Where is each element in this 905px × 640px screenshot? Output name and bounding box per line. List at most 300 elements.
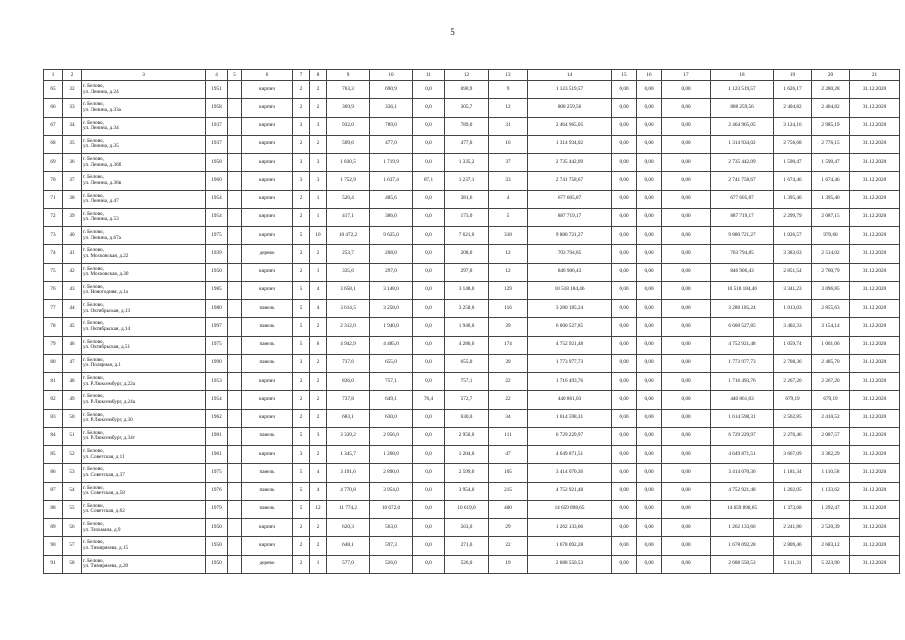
table-cell: 0,00 xyxy=(662,281,711,299)
table-cell xyxy=(228,300,242,318)
table-cell: 3 258,0 xyxy=(370,300,413,318)
table-cell: 0,00 xyxy=(662,135,711,153)
table-cell: 0,00 xyxy=(612,245,637,263)
table-cell: 0,00 xyxy=(662,99,711,117)
table-cell: 36 xyxy=(63,154,82,172)
table-cell: 0,00 xyxy=(612,354,637,372)
table-cell: 2 855,63 xyxy=(812,300,850,318)
table-row xyxy=(44,519,900,537)
address-cell: г. Белово, ул. Ленина, д.36б xyxy=(82,154,206,172)
table-cell: 597,3 xyxy=(370,537,413,555)
table-cell: 42 xyxy=(63,263,82,281)
table-cell: 31.12.2020 xyxy=(850,117,900,135)
table-cell: 0,00 xyxy=(637,117,662,135)
table-cell: 4 942,9 xyxy=(327,336,370,354)
table-cell: кирпич xyxy=(242,99,293,117)
table-cell: 2 735 442,09 xyxy=(711,154,774,172)
table-cell: 2 xyxy=(310,519,327,537)
table-cell: 3 xyxy=(293,154,310,172)
table-cell: 2 520,39 xyxy=(812,519,850,537)
table-cell: 34 xyxy=(63,117,82,135)
table-cell: 3 414 070,36 xyxy=(711,464,774,482)
table-cell: 2 xyxy=(293,81,310,99)
table-cell: 0,00 xyxy=(637,482,662,500)
column-header: 19 xyxy=(774,70,812,81)
table-cell: 39 xyxy=(489,354,528,372)
table-cell: 2 xyxy=(293,190,310,208)
table-cell: 111 xyxy=(489,427,528,445)
table-cell: 45 xyxy=(63,318,82,336)
table-cell: 87,1 xyxy=(413,172,445,190)
address-cell: г. Белово, ул. Тимирязева, д.15 xyxy=(82,537,206,555)
table-cell: 1975 xyxy=(206,227,228,245)
table-cell: 71 xyxy=(44,190,63,208)
table-cell xyxy=(228,446,242,464)
table-cell: 91 xyxy=(44,555,63,573)
table-cell: 2 985,19 xyxy=(812,117,850,135)
table-cell: 1961 xyxy=(206,446,228,464)
table-cell: 1 314 934,02 xyxy=(711,135,774,153)
table-cell: 32 xyxy=(63,81,82,99)
table-cell: 2 776,15 xyxy=(812,135,850,153)
table-cell: 0,00 xyxy=(662,117,711,135)
table-cell: 39 xyxy=(489,318,528,336)
table-cell: 31.12.2020 xyxy=(850,464,900,482)
table-cell: 703 794,85 xyxy=(711,245,774,263)
table-cell: 10 472,2 xyxy=(327,227,370,245)
table-cell: 31.12.2020 xyxy=(850,190,900,208)
table-cell: 630,0 xyxy=(445,409,489,427)
column-header: 18 xyxy=(711,70,774,81)
table-cell: 12 xyxy=(310,500,327,518)
table-cell: 0,00 xyxy=(662,409,711,427)
table-cell: 789,0 xyxy=(445,117,489,135)
table-cell: 620,3 xyxy=(327,519,370,537)
table-cell: 66 xyxy=(44,99,63,117)
table-cell: 1 xyxy=(310,263,327,281)
table-cell xyxy=(228,99,242,117)
table-row xyxy=(44,172,900,190)
table-cell: 58 xyxy=(63,555,82,573)
table-cell: 5 xyxy=(293,427,310,445)
table-cell: 68 xyxy=(44,135,63,153)
table-cell: 1 395,40 xyxy=(812,190,850,208)
table-cell: 737,8 xyxy=(327,391,370,409)
table-cell: 1 xyxy=(310,555,327,573)
table-cell: 0,0 xyxy=(413,482,445,500)
table-cell: 1 674,46 xyxy=(812,172,850,190)
table-cell: 1 752,9 xyxy=(327,172,370,190)
table-cell: 73 xyxy=(44,227,63,245)
table-cell: 336,1 xyxy=(370,99,413,117)
table-cell: 1 123 519,57 xyxy=(528,81,612,99)
table-cell: 655,0 xyxy=(370,354,413,372)
table-cell: 129 xyxy=(489,281,528,299)
table-cell: 208,0 xyxy=(445,245,489,263)
table-cell: 3 xyxy=(293,117,310,135)
table-cell xyxy=(228,482,242,500)
table-cell: 1937 xyxy=(206,117,228,135)
table-row xyxy=(44,464,900,482)
address-cell: г. Белово, ул. Новогодняя, д.1а xyxy=(82,281,206,299)
table-cell: 0,00 xyxy=(662,537,711,555)
table-cell: 0,0 xyxy=(413,446,445,464)
column-header: 5 xyxy=(228,70,242,81)
table-cell: 1979 xyxy=(206,500,228,518)
table-cell: 789,0 xyxy=(370,117,413,135)
table-cell xyxy=(228,409,242,427)
table-cell: 174 xyxy=(489,336,528,354)
table-cell: 80 xyxy=(44,354,63,372)
table-cell: 763,3 xyxy=(327,81,370,99)
table-cell: 386,0 xyxy=(370,208,413,226)
table-cell: 2 562,85 xyxy=(774,409,812,427)
table-cell: 0,0 xyxy=(413,300,445,318)
table-cell: 1 262 133,66 xyxy=(528,519,612,537)
table-cell xyxy=(228,373,242,391)
table-cell: 1951 xyxy=(206,81,228,99)
table-cell: 3 414 070,36 xyxy=(528,464,612,482)
table-cell: 1 202,05 xyxy=(774,482,812,500)
address-cell: г. Белово, ул. Р.Люксембург, д.22а xyxy=(82,373,206,391)
table-cell: 1975 xyxy=(206,464,228,482)
table-cell: 5 111,31 xyxy=(774,555,812,573)
table-cell: 0,00 xyxy=(637,281,662,299)
table-cell: 0,0 xyxy=(413,117,445,135)
table-cell: 0,00 xyxy=(637,154,662,172)
table-cell: 0,00 xyxy=(637,446,662,464)
address-cell: г. Белово, ул. Р.Люксембург, д.34г xyxy=(82,427,206,445)
table-cell: 1958 xyxy=(206,99,228,117)
table-cell: 54 xyxy=(63,482,82,500)
table-cell: 1985 xyxy=(206,281,228,299)
table-cell: 1 268,0 xyxy=(370,446,413,464)
table-cell: 3 096,85 xyxy=(812,281,850,299)
table-cell: 22 xyxy=(489,373,528,391)
table-row xyxy=(44,409,900,427)
table-cell: 5 xyxy=(293,227,310,245)
column-header: 15 xyxy=(612,70,637,81)
table-cell: 105 xyxy=(489,464,528,482)
table-cell: 6 xyxy=(310,336,327,354)
table-cell: 0,00 xyxy=(612,318,637,336)
table-cell: кирпич xyxy=(242,409,293,427)
table-cell: 1 001,06 xyxy=(812,336,850,354)
table-cell: 520,4 xyxy=(327,190,370,208)
table-cell: 3 154,14 xyxy=(812,318,850,336)
table-cell: 40 xyxy=(63,227,82,245)
table-cell: 2 688 550,53 xyxy=(528,555,612,573)
table-cell: 31.12.2020 xyxy=(850,318,900,336)
table-cell: 0,0 xyxy=(413,281,445,299)
table-cell: 655,0 xyxy=(445,354,489,372)
table-cell: 1 590,47 xyxy=(812,154,850,172)
table-cell: 2 xyxy=(293,99,310,117)
table-cell: 5 xyxy=(293,281,310,299)
table-cell: 318 xyxy=(489,227,528,245)
table-cell: 2 241,80 xyxy=(774,519,812,537)
table-cell: 1 614 598,31 xyxy=(528,409,612,427)
table-cell: панель xyxy=(242,336,293,354)
table-cell: 47 xyxy=(63,354,82,372)
table-cell: 31.12.2020 xyxy=(850,300,900,318)
table-cell: 0,00 xyxy=(637,409,662,427)
table-cell: 3 xyxy=(310,427,327,445)
table-cell: кирпич xyxy=(242,154,293,172)
table-cell: 0,00 xyxy=(662,464,711,482)
table-cell: 2 809,46 xyxy=(774,537,812,555)
table-cell: 2 xyxy=(293,263,310,281)
table-cell: 75 xyxy=(44,263,63,281)
table-cell: 43 xyxy=(63,281,82,299)
table-cell: 0,00 xyxy=(637,208,662,226)
table-cell: 0,00 xyxy=(637,354,662,372)
table-cell: 76 xyxy=(44,281,63,299)
table-cell: кирпич xyxy=(242,519,293,537)
table-cell xyxy=(228,154,242,172)
table-cell: 0,0 xyxy=(413,208,445,226)
table-cell: 2 276,46 xyxy=(774,427,812,445)
table-cell: 0,00 xyxy=(662,373,711,391)
table-cell: 33 xyxy=(63,99,82,117)
table-cell: 31.12.2020 xyxy=(850,519,900,537)
table-row xyxy=(44,300,900,318)
table-row xyxy=(44,354,900,372)
column-header: 14 xyxy=(528,70,612,81)
table-cell: 683,1 xyxy=(327,409,370,427)
table-cell xyxy=(228,208,242,226)
table-cell xyxy=(228,135,242,153)
table-cell: 31.12.2020 xyxy=(850,373,900,391)
table-cell: 0,00 xyxy=(637,519,662,537)
table-cell: 3 667,09 xyxy=(774,446,812,464)
table-cell: 12 xyxy=(489,263,528,281)
table-cell: 4 649 871,51 xyxy=(528,446,612,464)
table-cell: 2 735 442,09 xyxy=(528,154,612,172)
table-cell: 305,7 xyxy=(445,99,489,117)
table-cell: 0,00 xyxy=(662,208,711,226)
table-cell: 31.12.2020 xyxy=(850,427,900,445)
table-cell: 4 485,0 xyxy=(370,336,413,354)
table-cell: 48 xyxy=(63,373,82,391)
address-cell: г. Белово, ул. Московская, д.30 xyxy=(82,263,206,281)
table-cell: 35 xyxy=(63,135,82,153)
table-cell: 0,0 xyxy=(413,318,445,336)
table-cell: 0,0 xyxy=(413,135,445,153)
table-cell: 0,0 xyxy=(413,409,445,427)
address-cell: г. Белово, ул. Ленина, д.33а xyxy=(82,99,206,117)
table-cell: 57 xyxy=(63,537,82,555)
table-cell: 12 xyxy=(489,245,528,263)
table-cell: 757,1 xyxy=(445,373,489,391)
table-cell: панель xyxy=(242,500,293,518)
table-cell: 2 464 965,05 xyxy=(528,117,612,135)
table-cell: 86 xyxy=(44,464,63,482)
table-cell: панель xyxy=(242,482,293,500)
table-cell: 46 xyxy=(63,336,82,354)
table-cell: 381,6 xyxy=(445,190,489,208)
table-cell: 0,00 xyxy=(662,300,711,318)
table-cell: 2 xyxy=(293,519,310,537)
table-cell: 1954 xyxy=(206,208,228,226)
table-cell: кирпич xyxy=(242,135,293,153)
table-cell xyxy=(228,336,242,354)
table-cell: 2 404,82 xyxy=(812,99,850,117)
table-cell: 4 xyxy=(489,190,528,208)
table-cell: 69 xyxy=(44,154,63,172)
table-cell: 485,6 xyxy=(370,190,413,208)
table-cell: 87 xyxy=(44,482,63,500)
table-cell: 4 xyxy=(310,300,327,318)
table-cell: 887 719,17 xyxy=(711,208,774,226)
table-cell: 3 xyxy=(310,117,327,135)
table-cell: 1975 xyxy=(206,336,228,354)
column-header: 4 xyxy=(206,70,228,81)
table-cell: 9 625,0 xyxy=(370,227,413,245)
table-cell: 84 xyxy=(44,427,63,445)
table-cell: 1 716 493,76 xyxy=(528,373,612,391)
table-cell: 3 658,1 xyxy=(327,281,370,299)
table-cell: 6 729 229,97 xyxy=(528,427,612,445)
address-cell: г. Белово, ул. Октябрьская, д.14 xyxy=(82,318,206,336)
table-cell: 70 xyxy=(44,172,63,190)
table-cell: 6 600 527,85 xyxy=(528,318,612,336)
table-cell: 31.12.2020 xyxy=(850,154,900,172)
address-cell: г. Белово, ул. Ленина, д.67а xyxy=(82,227,206,245)
table-cell: 0,00 xyxy=(637,172,662,190)
table-cell: 31.12.2020 xyxy=(850,555,900,573)
table-cell: 37 xyxy=(489,154,528,172)
table-cell: 2 700,79 xyxy=(812,263,850,281)
table-cell: 2 xyxy=(310,409,327,427)
table-cell: 10 518 184,46 xyxy=(528,281,612,299)
table-cell: 7 621,0 xyxy=(445,227,489,245)
table-cell: 2 708,36 xyxy=(774,354,812,372)
table-cell: 0,00 xyxy=(662,263,711,281)
table-row xyxy=(44,135,900,153)
table-cell: 649,1 xyxy=(370,391,413,409)
table-cell: 648,1 xyxy=(327,537,370,555)
table-cell: 0,0 xyxy=(413,154,445,172)
table-cell: 67 xyxy=(44,117,63,135)
table-cell: 2 087,57 xyxy=(812,427,850,445)
table-cell: 1939 xyxy=(206,245,228,263)
table-cell: 31.12.2020 xyxy=(850,537,900,555)
table-cell: 932,0 xyxy=(327,117,370,135)
table-cell: 887 719,17 xyxy=(528,208,612,226)
table-cell: 31.12.2020 xyxy=(850,482,900,500)
column-header: 11 xyxy=(413,70,445,81)
table-cell: 1 059,74 xyxy=(774,336,812,354)
table-cell: 1 335,2 xyxy=(445,154,489,172)
table-cell xyxy=(228,190,242,208)
table-cell xyxy=(228,281,242,299)
table-cell: 509,6 xyxy=(327,135,370,153)
table-cell: 0,00 xyxy=(637,500,662,518)
table-cell: 31.12.2020 xyxy=(850,245,900,263)
table-cell: 0,00 xyxy=(637,263,662,281)
table-row xyxy=(44,99,900,117)
table-cell: 0,00 xyxy=(662,227,711,245)
table-cell: 630,0 xyxy=(370,409,413,427)
table-cell: 477,0 xyxy=(370,135,413,153)
address-cell: г. Белово, ул. Р.Люксембург, д.30 xyxy=(82,409,206,427)
table-cell: 1 830,5 xyxy=(327,154,370,172)
table-cell: 0,00 xyxy=(662,555,711,573)
table-cell: 0,00 xyxy=(662,354,711,372)
address-cell: г. Белово, ул. Тимирязева, д.20 xyxy=(82,555,206,573)
table-cell: 31.12.2020 xyxy=(850,172,900,190)
table-cell: 1 110,58 xyxy=(812,464,850,482)
table-cell: 0,0 xyxy=(413,500,445,518)
table-cell: 846 906,43 xyxy=(711,263,774,281)
table-cell: 31.12.2020 xyxy=(850,409,900,427)
table-cell: 77 xyxy=(44,300,63,318)
table-cell: 679,19 xyxy=(812,391,850,409)
address-cell: г. Белово, ул. Октябрьская, д.51 xyxy=(82,336,206,354)
table-cell: 0,00 xyxy=(637,227,662,245)
table-cell: 2 683,12 xyxy=(812,537,850,555)
table-cell: 2 267,20 xyxy=(812,373,850,391)
table-cell: 1950 xyxy=(206,555,228,573)
table-cell: 0,00 xyxy=(637,427,662,445)
table-cell: 50 xyxy=(63,409,82,427)
table-cell: 5 xyxy=(489,208,528,226)
table-row xyxy=(44,500,900,518)
table-cell: 0,00 xyxy=(637,245,662,263)
table-cell: 22 xyxy=(489,391,528,409)
table-cell: 808 259,56 xyxy=(528,99,612,117)
table-cell: 1 xyxy=(310,208,327,226)
table-cell: 49 xyxy=(63,391,82,409)
table-cell xyxy=(228,263,242,281)
table-cell: 0,00 xyxy=(662,446,711,464)
table-row xyxy=(44,537,900,555)
table-cell: панель xyxy=(242,427,293,445)
table-cell: 563,0 xyxy=(445,519,489,537)
table-cell: 31 xyxy=(489,117,528,135)
table-cell: 3 xyxy=(310,154,327,172)
table-row xyxy=(44,336,900,354)
table-row xyxy=(44,117,900,135)
table-row xyxy=(44,227,900,245)
table-cell: 3 614,5 xyxy=(327,300,370,318)
table-cell: 2 956,0 xyxy=(370,427,413,445)
table-cell: 14 659 898,65 xyxy=(711,500,774,518)
table-cell xyxy=(228,427,242,445)
table-cell: 2 410,52 xyxy=(812,409,850,427)
column-header: 8 xyxy=(310,70,327,81)
table-cell: 2 xyxy=(310,537,327,555)
table-cell: 0,00 xyxy=(662,318,711,336)
table-cell xyxy=(228,537,242,555)
address-cell: г. Белово, ул. Ленина, д.35 xyxy=(82,135,206,153)
table-cell: кирпич xyxy=(242,81,293,99)
table-cell: 757,1 xyxy=(370,373,413,391)
table-cell: 65 xyxy=(44,81,63,99)
table-cell: 10 518 184,46 xyxy=(711,281,774,299)
table-cell: 1 716 493,76 xyxy=(711,373,774,391)
table-row xyxy=(44,373,900,391)
table-cell: 0,00 xyxy=(637,373,662,391)
table-cell: 3 339,2 xyxy=(327,427,370,445)
table-cell: 0,00 xyxy=(612,135,637,153)
table-cell: 1 204,0 xyxy=(445,446,489,464)
column-header: 12 xyxy=(445,70,489,81)
table-cell: 1937 xyxy=(206,135,228,153)
table-cell: 1 013,03 xyxy=(774,300,812,318)
table-cell: 2 851,54 xyxy=(774,263,812,281)
